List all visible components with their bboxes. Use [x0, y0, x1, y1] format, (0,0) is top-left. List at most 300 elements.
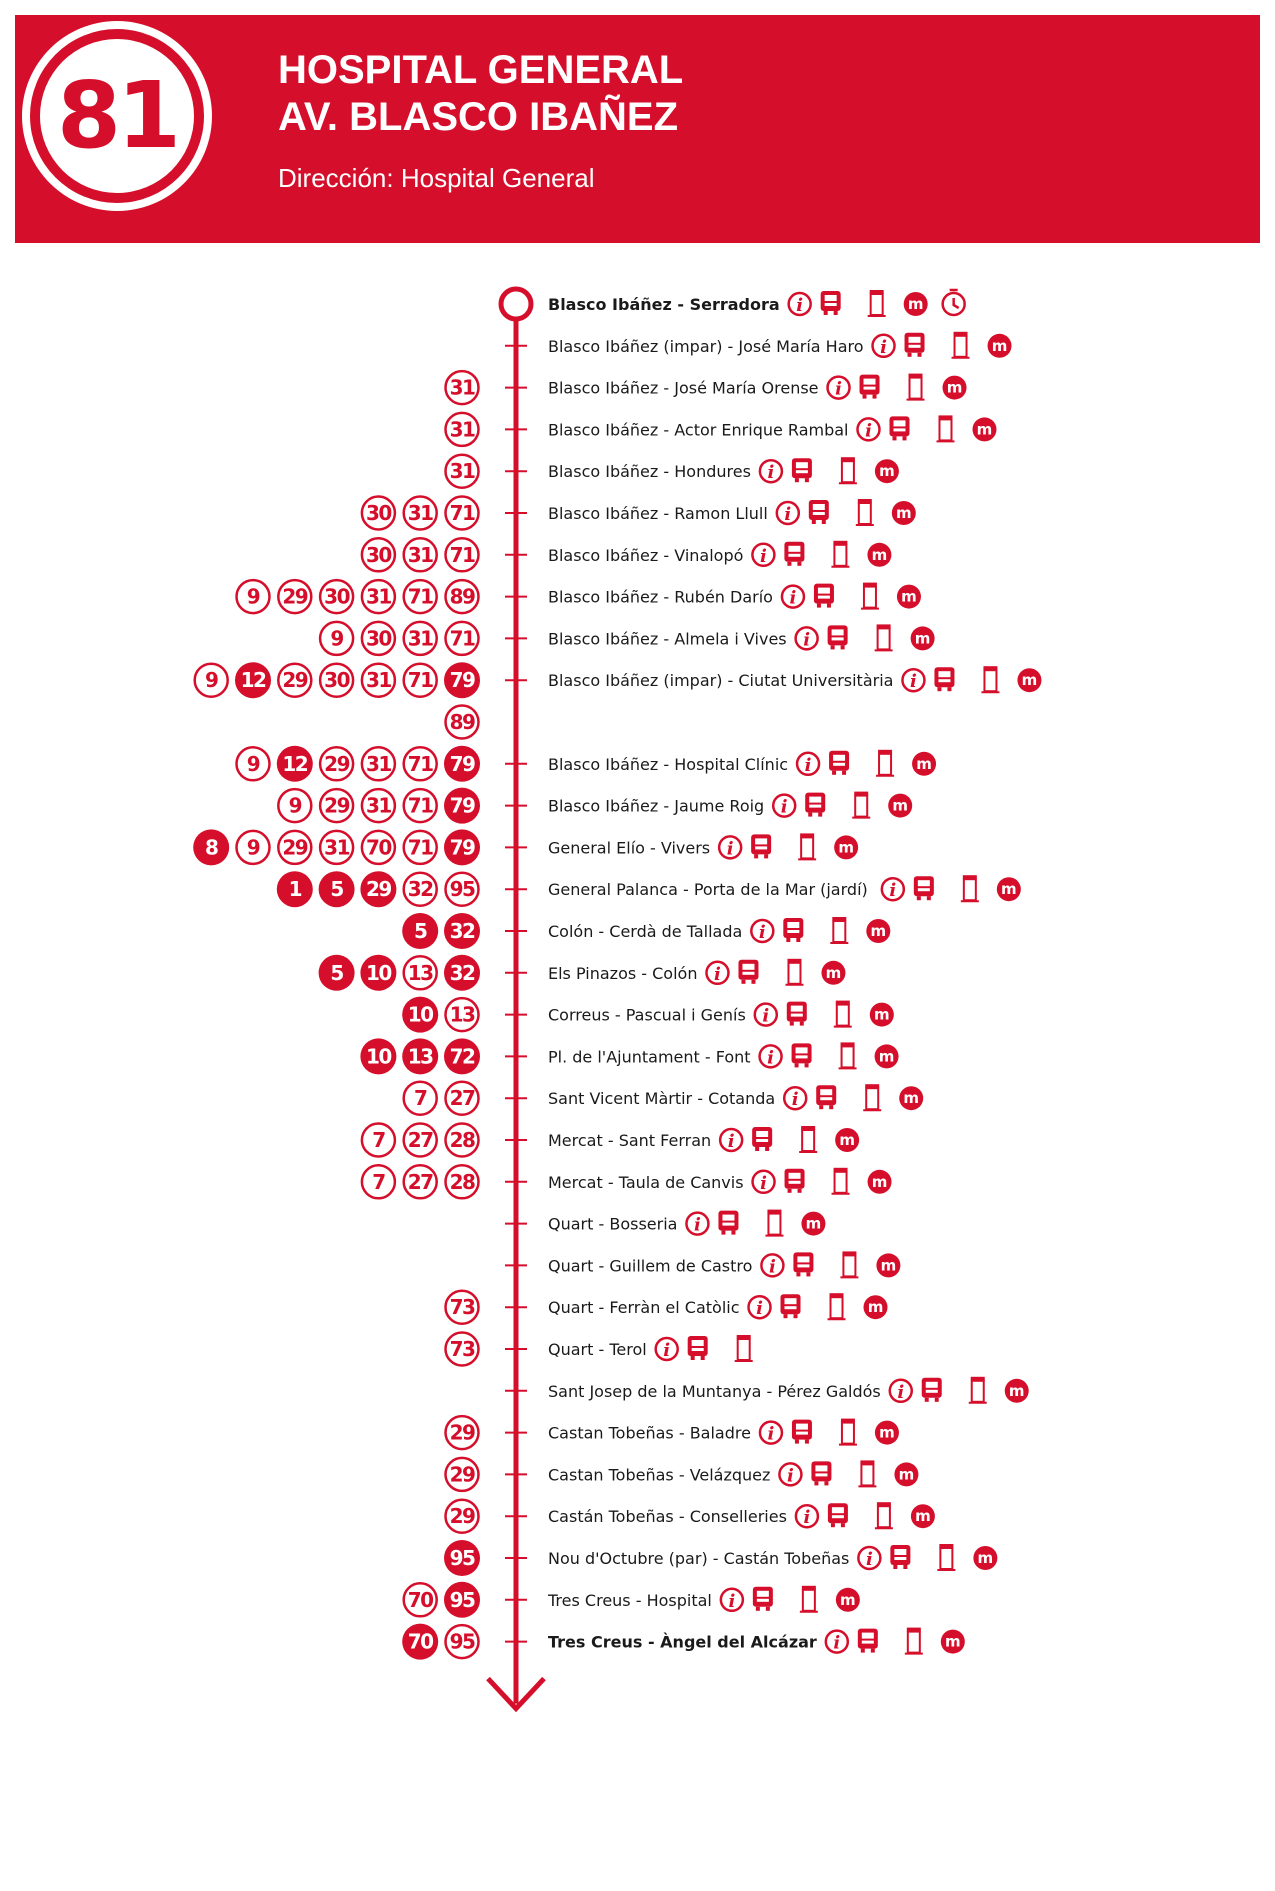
connection-badge-number: 5 — [413, 919, 427, 943]
metro-icon — [894, 1462, 918, 1486]
stop-name: Blasco Ibáñez (impar) - Ciutat Universitària — [548, 671, 894, 691]
svg-text:m: m — [916, 754, 932, 773]
stop-row — [446, 413, 997, 446]
info-icon — [826, 1631, 848, 1654]
bus-shelter-icon — [799, 1126, 817, 1152]
ticket-machine-icon — [738, 960, 758, 984]
stop-row — [319, 955, 846, 991]
ticket-machine-icon — [905, 333, 925, 357]
ticket-machine-icon — [814, 584, 834, 608]
connection-badge-79 — [444, 662, 480, 698]
connection-badge-10 — [360, 1038, 396, 1074]
stop-name: Els Pinazos - Colón — [548, 963, 698, 983]
stop-row — [505, 1210, 825, 1236]
metro-icon — [875, 1044, 899, 1068]
metro-icon — [973, 1546, 997, 1570]
svg-text:i: i — [835, 378, 842, 400]
svg-text:m: m — [977, 1549, 994, 1567]
connection-badge-number: 5 — [330, 960, 343, 985]
stop-name: Quart - Bosseria — [548, 1214, 678, 1234]
stop-name: Blasco Ibáñez - Hondures — [548, 462, 751, 482]
stop-row — [362, 497, 916, 530]
connection-badge-number: 30 — [365, 542, 391, 567]
ticket-machine-icon — [858, 1629, 878, 1653]
svg-text:i: i — [803, 1507, 811, 1529]
svg-text:i: i — [865, 420, 872, 442]
svg-text:m: m — [870, 922, 887, 940]
connection-badge-number: 8 — [204, 835, 218, 860]
connection-badge-number: 5 — [330, 877, 343, 902]
connection-badge-31 — [362, 580, 395, 613]
svg-text:m: m — [867, 1298, 884, 1317]
connection-badge-89 — [446, 706, 479, 739]
svg-text:i: i — [784, 504, 792, 525]
metro-icon — [1017, 668, 1041, 692]
connection-badge-number: 29 — [365, 877, 391, 902]
ticket-machine-icon — [781, 1294, 801, 1318]
connection-badge-71 — [404, 831, 437, 864]
bus-shelter-icon — [832, 1168, 850, 1194]
connection-badge-29 — [360, 871, 396, 907]
info-icon — [760, 1422, 782, 1445]
connection-badge-27 — [404, 1165, 437, 1198]
metro-icon — [866, 919, 890, 943]
connection-badge-number: 31 — [365, 793, 391, 818]
bus-shelter-icon — [875, 1502, 893, 1528]
bus-shelter-icon — [785, 959, 803, 985]
info-icon — [882, 878, 904, 901]
info-icon — [782, 586, 804, 609]
connection-badge-1 — [277, 871, 313, 907]
stop-row — [446, 1500, 935, 1533]
connection-badge-95 — [446, 873, 479, 906]
metro-icon — [870, 1003, 894, 1027]
connection-badge-30 — [362, 538, 395, 571]
connection-badge-number: 70 — [365, 835, 391, 860]
ticket-machine-icon — [793, 1252, 813, 1276]
stop-row — [404, 1082, 924, 1115]
stop-row — [237, 580, 921, 613]
connection-badge-79 — [444, 788, 480, 824]
ticket-machine-icon — [914, 876, 934, 900]
ticket-machine-icon — [751, 834, 771, 858]
bus-shelter-icon — [875, 624, 893, 650]
ticket-machine-icon — [890, 1545, 910, 1569]
info-icon — [656, 1338, 678, 1361]
connection-badge-number: 89 — [449, 710, 475, 734]
connection-badge-9 — [237, 831, 270, 864]
svg-text:m: m — [871, 1172, 888, 1191]
connection-badge-10 — [360, 955, 396, 991]
ticket-machine-icon — [783, 918, 803, 942]
connection-badge-number: 71 — [407, 751, 433, 776]
stop-name: Blasco Ibáñez - Serradora — [548, 295, 780, 314]
stop-name: Sant Vicent Màrtir - Cotanda — [548, 1089, 776, 1109]
bus-shelter-icon — [907, 374, 925, 400]
connection-badge-32 — [444, 955, 480, 991]
info-icon — [773, 795, 795, 818]
svg-text:m: m — [944, 1632, 961, 1651]
connection-badge-number: 70 — [407, 1629, 433, 1654]
connection-badge-number: 79 — [449, 793, 475, 818]
bus-shelter-icon — [876, 750, 894, 776]
svg-text:i: i — [728, 1590, 736, 1612]
metro-icon — [904, 292, 928, 316]
svg-text:m: m — [903, 1089, 920, 1108]
connection-badge-number: 31 — [365, 668, 391, 693]
connection-badge-31 — [446, 413, 479, 446]
connection-badge-13 — [404, 956, 437, 989]
svg-text:m: m — [879, 462, 895, 481]
stop-name: Quart - Guillem de Castro — [548, 1256, 753, 1276]
info-icon — [796, 627, 818, 650]
bus-shelter-icon — [868, 290, 886, 316]
info-icon — [857, 418, 879, 441]
stop-name: General Palanca - Porta de la Mar (jardí) — [548, 880, 868, 900]
stop-row — [446, 1333, 753, 1366]
ticket-machine-icon — [829, 751, 849, 775]
connection-badge-number: 79 — [449, 668, 475, 693]
stop-name: Mercat - Taula de Canvis — [548, 1172, 744, 1192]
connection-badge-number: 7 — [372, 1128, 385, 1152]
svg-text:m: m — [915, 1507, 931, 1526]
connection-badge-number: 27 — [449, 1086, 475, 1111]
metro-icon — [835, 1128, 859, 1152]
connection-badge-31 — [320, 831, 353, 864]
stop-name: Castán Tobeñas - Conselleries — [548, 1507, 787, 1527]
connection-badge-7 — [362, 1124, 395, 1157]
connection-badge-28 — [446, 1165, 479, 1198]
stop-name: Blasco Ibáñez (impar) - José María Haro — [548, 336, 864, 356]
connection-badge-31 — [446, 455, 479, 488]
connection-badge-73 — [446, 1333, 479, 1366]
bus-shelter-icon — [961, 875, 979, 901]
stop-row — [444, 1540, 997, 1576]
metro-icon — [801, 1212, 825, 1236]
bus-shelter-icon — [969, 1377, 987, 1403]
connection-badge-number: 13 — [407, 1044, 433, 1069]
connection-badge-number: 9 — [246, 835, 260, 860]
connection-badge-73 — [446, 1291, 479, 1324]
bus-shelter-icon — [839, 1419, 857, 1445]
connection-badge-13 — [446, 998, 479, 1031]
connection-badge-29 — [446, 1500, 479, 1533]
connection-badge-9 — [237, 580, 270, 613]
connection-badge-number: 1 — [288, 877, 302, 902]
ticket-machine-icon — [828, 625, 848, 649]
connection-badge-7 — [404, 1082, 437, 1115]
stop-name: Blasco Ibáñez - José María Orense — [548, 378, 819, 398]
connection-badge-number: 9 — [330, 626, 343, 651]
svg-text:i: i — [780, 796, 788, 818]
connection-badge-number: 71 — [407, 668, 433, 693]
bus-shelter-icon — [798, 833, 816, 859]
connection-badge-5 — [319, 871, 355, 907]
connection-badge-number: 7 — [413, 1086, 427, 1111]
clock-icon — [943, 290, 965, 315]
connection-badge-number: 31 — [365, 584, 391, 609]
connection-badge-30 — [320, 664, 353, 697]
connection-badge-number: 71 — [449, 542, 475, 567]
connection-badge-71 — [404, 580, 437, 613]
stop-name: Nou d'Octubre (par) - Castán Tobeñas — [548, 1549, 850, 1568]
connection-badge-71 — [446, 538, 479, 571]
svg-text:i: i — [767, 1423, 775, 1445]
connection-badge-number: 9 — [204, 668, 218, 693]
stop-name: Blasco Ibáñez - Ramon Llull — [548, 504, 768, 523]
info-icon — [706, 962, 728, 985]
metro-icon — [836, 1588, 860, 1612]
connection-badge-number: 29 — [449, 1504, 475, 1529]
stop-row — [237, 746, 937, 782]
info-icon — [789, 293, 811, 316]
connection-badge-31 — [362, 789, 395, 822]
connection-badge-number: 32 — [407, 877, 433, 902]
connection-badge-70 — [402, 1624, 438, 1660]
connection-badge-95 — [446, 1625, 479, 1658]
svg-text:i: i — [726, 838, 734, 860]
connection-badge-number: 32 — [449, 960, 475, 985]
connection-badge-number: 29 — [282, 584, 308, 609]
stop-name: General Elío - Vivers — [548, 838, 711, 858]
stop-name: Blasco Ibáñez - Hospital Clínic — [548, 754, 789, 774]
svg-text:i: i — [767, 462, 775, 484]
stop-name: Mercat - Sant Ferran — [548, 1131, 712, 1150]
ticket-machine-icon — [688, 1336, 708, 1360]
svg-text:i: i — [767, 1047, 774, 1069]
connection-badge-number: 73 — [449, 1295, 475, 1320]
info-icon — [784, 1087, 806, 1110]
connection-badge-31 — [404, 497, 437, 530]
stop-name: Blasco Ibáñez - Jaume Roig — [548, 796, 765, 816]
bus-shelter-icon — [834, 1001, 852, 1027]
metro-icon — [834, 835, 858, 859]
ticket-machine-icon — [828, 1503, 848, 1527]
svg-text:m: m — [878, 1047, 895, 1066]
bus-shelter-icon — [765, 1210, 783, 1236]
svg-text:i: i — [714, 963, 721, 985]
connection-badge-95 — [444, 1540, 480, 1576]
terminus-marker — [501, 289, 531, 319]
bus-shelter-icon — [936, 415, 954, 441]
stop-row — [195, 662, 1042, 738]
connection-badge-number: 7 — [372, 1169, 385, 1194]
connection-badge-number: 29 — [324, 793, 350, 818]
connection-badge-8 — [193, 829, 229, 865]
svg-text:m: m — [839, 1131, 855, 1149]
bus-shelter-icon — [937, 1544, 955, 1570]
svg-text:m: m — [976, 420, 993, 439]
bus-shelter-icon — [856, 499, 874, 525]
connection-badge-number: 31 — [449, 375, 475, 400]
bus-shelter-icon — [831, 541, 849, 567]
info-icon — [902, 669, 924, 692]
connection-badge-number: 72 — [449, 1044, 475, 1069]
connection-badge-9 — [278, 789, 311, 822]
metro-icon — [911, 626, 935, 650]
metro-icon — [912, 752, 936, 776]
connection-badge-12 — [277, 746, 313, 782]
connection-badge-32 — [404, 873, 437, 906]
stop-row — [505, 332, 1012, 358]
route-title-line-1: HOSPITAL GENERAL — [278, 48, 684, 92]
bus-shelter-icon — [840, 1251, 858, 1277]
connection-badge-number: 28 — [449, 1128, 475, 1152]
svg-text:m: m — [880, 1256, 897, 1275]
svg-text:m: m — [901, 587, 917, 606]
stop-name: Castan Tobeñas - Baladre — [548, 1423, 751, 1443]
bus-shelter-icon — [863, 1084, 881, 1110]
metro-icon — [1005, 1379, 1029, 1403]
stop-row — [505, 1251, 900, 1277]
connection-badge-29 — [320, 789, 353, 822]
connection-badge-71 — [404, 747, 437, 780]
svg-text:i: i — [760, 1172, 767, 1194]
stop-row — [193, 829, 858, 865]
bus-shelter-icon — [905, 1628, 923, 1654]
ticket-machine-icon — [785, 1169, 805, 1193]
svg-text:m: m — [805, 1214, 822, 1233]
connection-badge-27 — [446, 1082, 479, 1115]
connection-badge-number: 29 — [324, 751, 350, 776]
ticket-machine-icon — [792, 458, 812, 482]
connection-badge-72 — [444, 1038, 480, 1074]
bus-shelter-icon — [800, 1586, 818, 1612]
stop-name: Quart - Terol — [548, 1340, 647, 1359]
metro-icon — [864, 1295, 888, 1319]
connection-badge-number: 79 — [449, 751, 475, 776]
svg-text:i: i — [759, 545, 767, 567]
connection-badge-number: 31 — [365, 751, 391, 776]
stop-row — [402, 1624, 965, 1660]
connection-badge-number: 31 — [449, 417, 475, 442]
route-number: 81 — [56, 62, 178, 169]
connection-badge-79 — [444, 829, 480, 865]
stop-name: Blasco Ibáñez - Vinalopó — [548, 545, 744, 565]
connection-badge-10 — [402, 997, 438, 1033]
info-icon — [720, 1129, 742, 1152]
svg-text:m: m — [825, 963, 842, 982]
metro-icon — [943, 376, 967, 400]
ticket-machine-icon — [811, 1461, 831, 1485]
svg-text:m: m — [1001, 880, 1017, 899]
ticket-machine-icon — [809, 500, 829, 524]
connection-badge-71 — [446, 622, 479, 655]
connection-badge-number: 70 — [407, 1587, 433, 1612]
info-icon — [721, 1589, 743, 1612]
connection-badge-number: 27 — [407, 1169, 433, 1194]
connection-badge-29 — [446, 1416, 479, 1449]
connection-badge-number: 71 — [407, 584, 433, 609]
metro-icon — [868, 1170, 892, 1194]
connection-badge-29 — [446, 1458, 479, 1491]
svg-text:i: i — [768, 1256, 776, 1278]
metro-icon — [899, 1086, 923, 1110]
stop-row — [446, 371, 967, 404]
svg-text:i: i — [756, 1298, 763, 1320]
info-icon — [752, 544, 774, 567]
connection-badge-number: 30 — [365, 501, 391, 525]
stop-name: Quart - Ferràn el Catòlic — [548, 1298, 740, 1318]
connection-badge-number: 95 — [449, 1629, 475, 1654]
connection-badge-79 — [444, 746, 480, 782]
connection-badge-70 — [362, 831, 395, 864]
connection-badge-29 — [278, 580, 311, 613]
info-icon — [749, 1296, 771, 1319]
connection-badge-number: 9 — [246, 751, 260, 776]
info-icon — [761, 1254, 783, 1277]
info-icon — [777, 502, 799, 525]
connection-badge-29 — [278, 664, 311, 697]
metro-icon — [875, 459, 899, 483]
svg-text:m: m — [840, 1590, 856, 1609]
ticket-machine-icon — [922, 1378, 942, 1402]
metro-icon — [892, 501, 916, 525]
connection-badge-number: 95 — [449, 1587, 475, 1612]
connection-badge-71 — [446, 497, 479, 530]
svg-text:m: m — [914, 629, 931, 648]
connection-badge-number: 27 — [407, 1128, 433, 1152]
connection-badge-7 — [362, 1165, 395, 1198]
ticket-machine-icon — [805, 793, 825, 817]
metro-icon — [911, 1504, 935, 1528]
info-icon — [753, 1171, 775, 1194]
svg-text:i: i — [787, 1465, 794, 1487]
connection-badge-number: 31 — [449, 459, 475, 484]
connection-badge-number: 31 — [407, 501, 433, 525]
info-icon — [797, 753, 819, 776]
connection-badge-9 — [195, 664, 228, 697]
connection-badge-number: 10 — [365, 1044, 391, 1069]
stop-row — [501, 289, 965, 319]
svg-text:m: m — [895, 504, 912, 522]
metro-icon — [876, 1253, 900, 1277]
info-icon — [755, 1004, 777, 1027]
connection-badge-number: 30 — [324, 668, 350, 693]
stop-name: Tres Creus - Hospital — [548, 1590, 712, 1610]
svg-text:i: i — [663, 1340, 671, 1361]
stop-row — [360, 1038, 898, 1074]
bus-shelter-icon — [828, 1293, 846, 1319]
connection-badge-9 — [320, 622, 353, 655]
connection-badge-number: 31 — [324, 835, 350, 860]
stop-name: Tres Creus - Àngel del Alcázar — [548, 1632, 817, 1652]
connection-badge-number: 29 — [282, 835, 308, 860]
svg-text:i: i — [897, 1381, 905, 1403]
ticket-machine-icon — [821, 291, 841, 315]
connection-badge-number: 9 — [288, 793, 302, 818]
info-icon — [719, 836, 741, 859]
ticket-machine-icon — [752, 1127, 772, 1151]
connection-badge-89 — [446, 580, 479, 613]
connection-badge-number: 13 — [449, 1002, 475, 1027]
stop-row — [277, 871, 1021, 907]
ticket-machine-icon — [792, 1420, 812, 1444]
bus-shelter-icon — [858, 1460, 876, 1486]
stop-row — [404, 1582, 860, 1618]
connection-badge-number: 12 — [282, 751, 308, 776]
connection-badge-number: 71 — [449, 626, 475, 651]
connection-badge-number: 95 — [449, 1546, 475, 1570]
direction-value: Hospital General — [400, 163, 595, 193]
svg-text:i: i — [803, 629, 811, 651]
info-icon — [686, 1213, 708, 1236]
connection-badge-9 — [237, 747, 270, 780]
connection-badge-5 — [402, 913, 438, 949]
connection-badge-number: 10 — [407, 1002, 433, 1027]
svg-text:i: i — [796, 295, 804, 316]
connection-badge-number: 30 — [365, 626, 391, 651]
